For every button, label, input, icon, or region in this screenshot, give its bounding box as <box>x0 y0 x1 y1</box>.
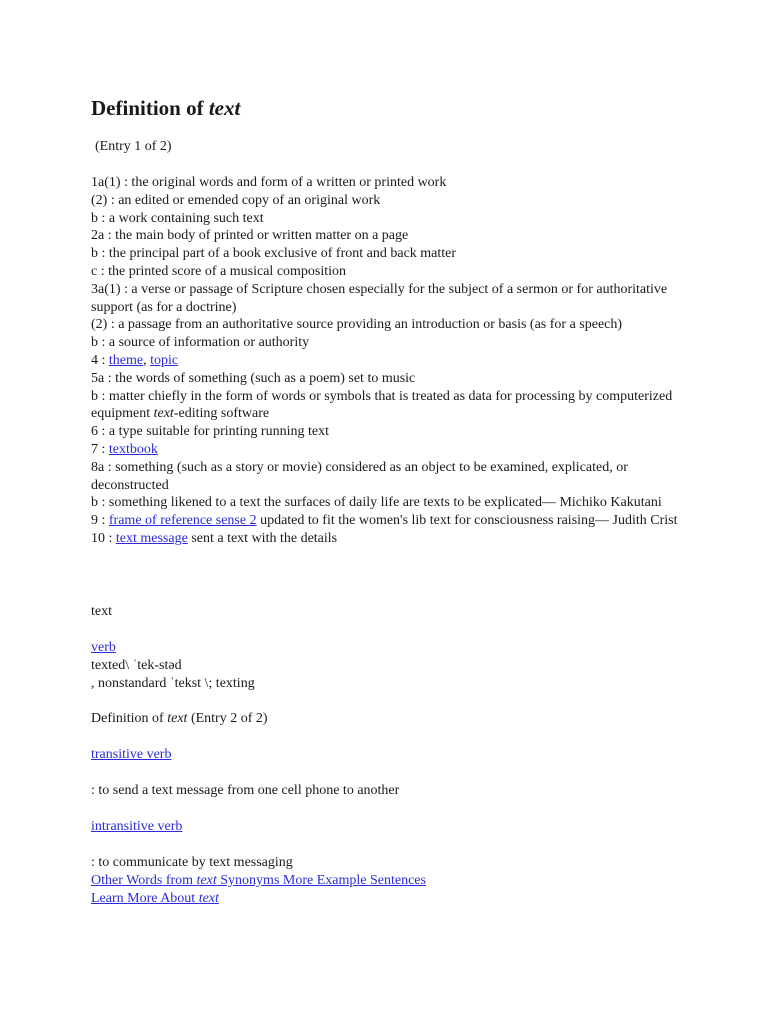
definition-3a1: 3a(1) : a verse or passage of Scripture chosen especially for the subject of a sermon or for authoritative support (as for a doctrine) <box>91 281 668 315</box>
intransitive-definition: : to communicate by text messaging <box>91 855 293 870</box>
entry-1-definitions <box>91 174 686 548</box>
definition-1a2: (2) : an edited or emended copy of an original work <box>91 192 381 208</box>
transitive-verb-link[interactable]: transitive verb <box>91 747 172 762</box>
learn-more-link[interactable] <box>91 891 219 906</box>
definition-8a: 8a : something (such as a story or movie) considered as an object to be examined, explicated, or deconstructed <box>91 459 628 493</box>
page-title <box>91 94 240 122</box>
title-prefix: Definition of <box>91 96 209 120</box>
definition-5b-emphasis: text <box>153 406 174 422</box>
intransitive-verb-label <box>91 818 182 836</box>
definition-6: 6 : a type suitable for printing running text <box>91 424 329 440</box>
definition-1b: b : a work containing such text <box>91 210 264 226</box>
definition-9-rest: updated to fit the women's lib text for consciousness raising— Judith Crist <box>256 513 678 529</box>
definition-3b: b : a source of information or authority <box>91 335 310 351</box>
definition-2c: c : the printed score of a musical composition <box>91 263 347 279</box>
definition-5b <box>91 388 686 424</box>
entry-2-headword: text <box>91 604 112 619</box>
inflection-texted: texted\ ˈtek-stəd <box>91 658 182 673</box>
title-word: text <box>208 96 241 120</box>
definition-2b: b : the principal part of a book exclusive of front and back matter <box>91 246 457 262</box>
definition-10-rest: sent a text with the details <box>187 530 338 546</box>
definition-5a: 5a : the words of something (such as a poem) set to music <box>91 370 416 386</box>
other-words-prefix: Other Words from <box>91 873 197 888</box>
entry-2-heading-prefix: Definition of <box>91 711 168 726</box>
learn-more-emphasis: text <box>198 891 219 906</box>
other-words-emphasis: text <box>196 873 217 888</box>
textbook-link[interactable]: textbook <box>108 441 158 457</box>
definition-3a2: (2) : a passage from an authoritative source providing an introduction or basis (as for a speech) <box>91 317 623 333</box>
definition-9 <box>91 512 686 530</box>
part-of-speech <box>91 639 116 657</box>
definition-5b-rest: -editing software <box>173 406 270 422</box>
definition-5b-text: b : matter chiefly in the form of words or symbols that is treated as data for processing by computerized equipment <box>91 388 673 422</box>
transitive-definition: : to send a text message from one cell phone to another <box>91 783 400 798</box>
definition-10 <box>91 530 686 548</box>
topic-link[interactable]: topic <box>150 352 179 368</box>
verb-link[interactable]: verb <box>91 640 116 655</box>
definition-7-prefix: 7 : <box>91 441 109 457</box>
entry-2-heading-word: text <box>167 711 188 726</box>
entry-1-note: (Entry 1 of 2) <box>95 139 172 154</box>
intransitive-verb-link[interactable]: intransitive verb <box>91 819 183 834</box>
definition-10-prefix: 10 : <box>91 530 116 546</box>
definition-7 <box>91 441 686 459</box>
definition-8b: b : something likened to a text the surfaces of daily life are texts to be explicated— Michiko Kakutani <box>91 495 662 511</box>
definition-4-prefix: 4 : <box>91 352 109 368</box>
definition-9-prefix: 9 : <box>91 513 109 529</box>
definition-4 <box>91 352 686 370</box>
frame-of-reference-link[interactable]: frame of reference sense 2 <box>108 513 257 529</box>
other-words-row <box>91 872 426 890</box>
learn-more-row <box>91 890 219 908</box>
theme-link[interactable]: theme <box>108 352 144 368</box>
learn-more-prefix: Learn More About <box>91 891 199 906</box>
text-message-link[interactable]: text message <box>115 530 188 546</box>
definition-2a: 2a : the main body of printed or written matter on a page <box>91 228 409 244</box>
inflection-nonstandard: , nonstandard ˈtekst \; texting <box>91 676 255 691</box>
entry-2-heading <box>91 710 268 728</box>
transitive-verb-label <box>91 746 171 764</box>
entry-2-heading-suffix: (Entry 2 of 2) <box>187 711 268 726</box>
definition-1a1: 1a(1) : the original words and form of a written or printed work <box>91 175 447 190</box>
other-words-link[interactable] <box>91 873 426 888</box>
definition-4-separator: , <box>143 352 151 368</box>
other-words-rest: Synonyms More Example Sentences <box>216 873 426 888</box>
